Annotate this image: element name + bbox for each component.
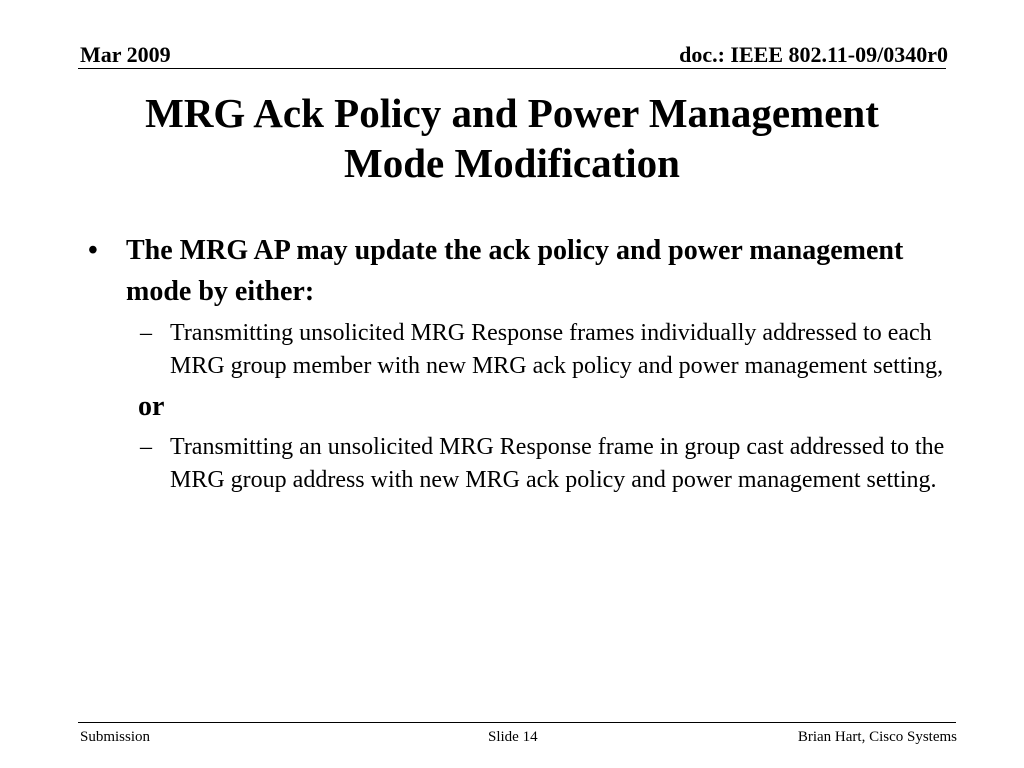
main-bullet — [88, 230, 948, 312]
footer-author: Brian Hart, Cisco Systems — [797, 729, 957, 745]
footer-divider — [78, 722, 956, 723]
sub-bullet-1 — [88, 317, 948, 383]
sub-bullet-1-text: Transmitting unsolicited MRG Response frames individually addressed to each MRG group member with new MRG ack policy and power management setting, — [170, 320, 944, 379]
header-divider — [78, 68, 946, 69]
sub-bullet-2 — [88, 431, 948, 497]
slide-title-line-1: MRG Ack Policy and Power Management — [145, 90, 879, 136]
slide-title — [60, 88, 964, 188]
dash-marker: – — [140, 434, 152, 460]
slide-title-line-2: Mode Modification — [344, 140, 680, 186]
main-bullet-text: The MRG AP may update the ack policy and power management mode by either: — [126, 235, 904, 307]
header-doc-id: doc.: IEEE 802.11-09/0340r0 — [679, 42, 948, 67]
bullet-marker: • — [88, 235, 98, 266]
header-date: Mar 2009 — [80, 42, 171, 67]
footer-submission: Submission — [80, 729, 151, 745]
footer-slide-number: Slide 14 — [488, 729, 538, 745]
connector-or: or — [138, 391, 165, 422]
slide-body — [88, 230, 948, 497]
sub-bullet-2-text: Transmitting an unsolicited MRG Response frame in group cast addressed to the MRG group address with new MRG ack policy and power management setting. — [170, 434, 945, 493]
dash-marker: – — [140, 320, 152, 346]
